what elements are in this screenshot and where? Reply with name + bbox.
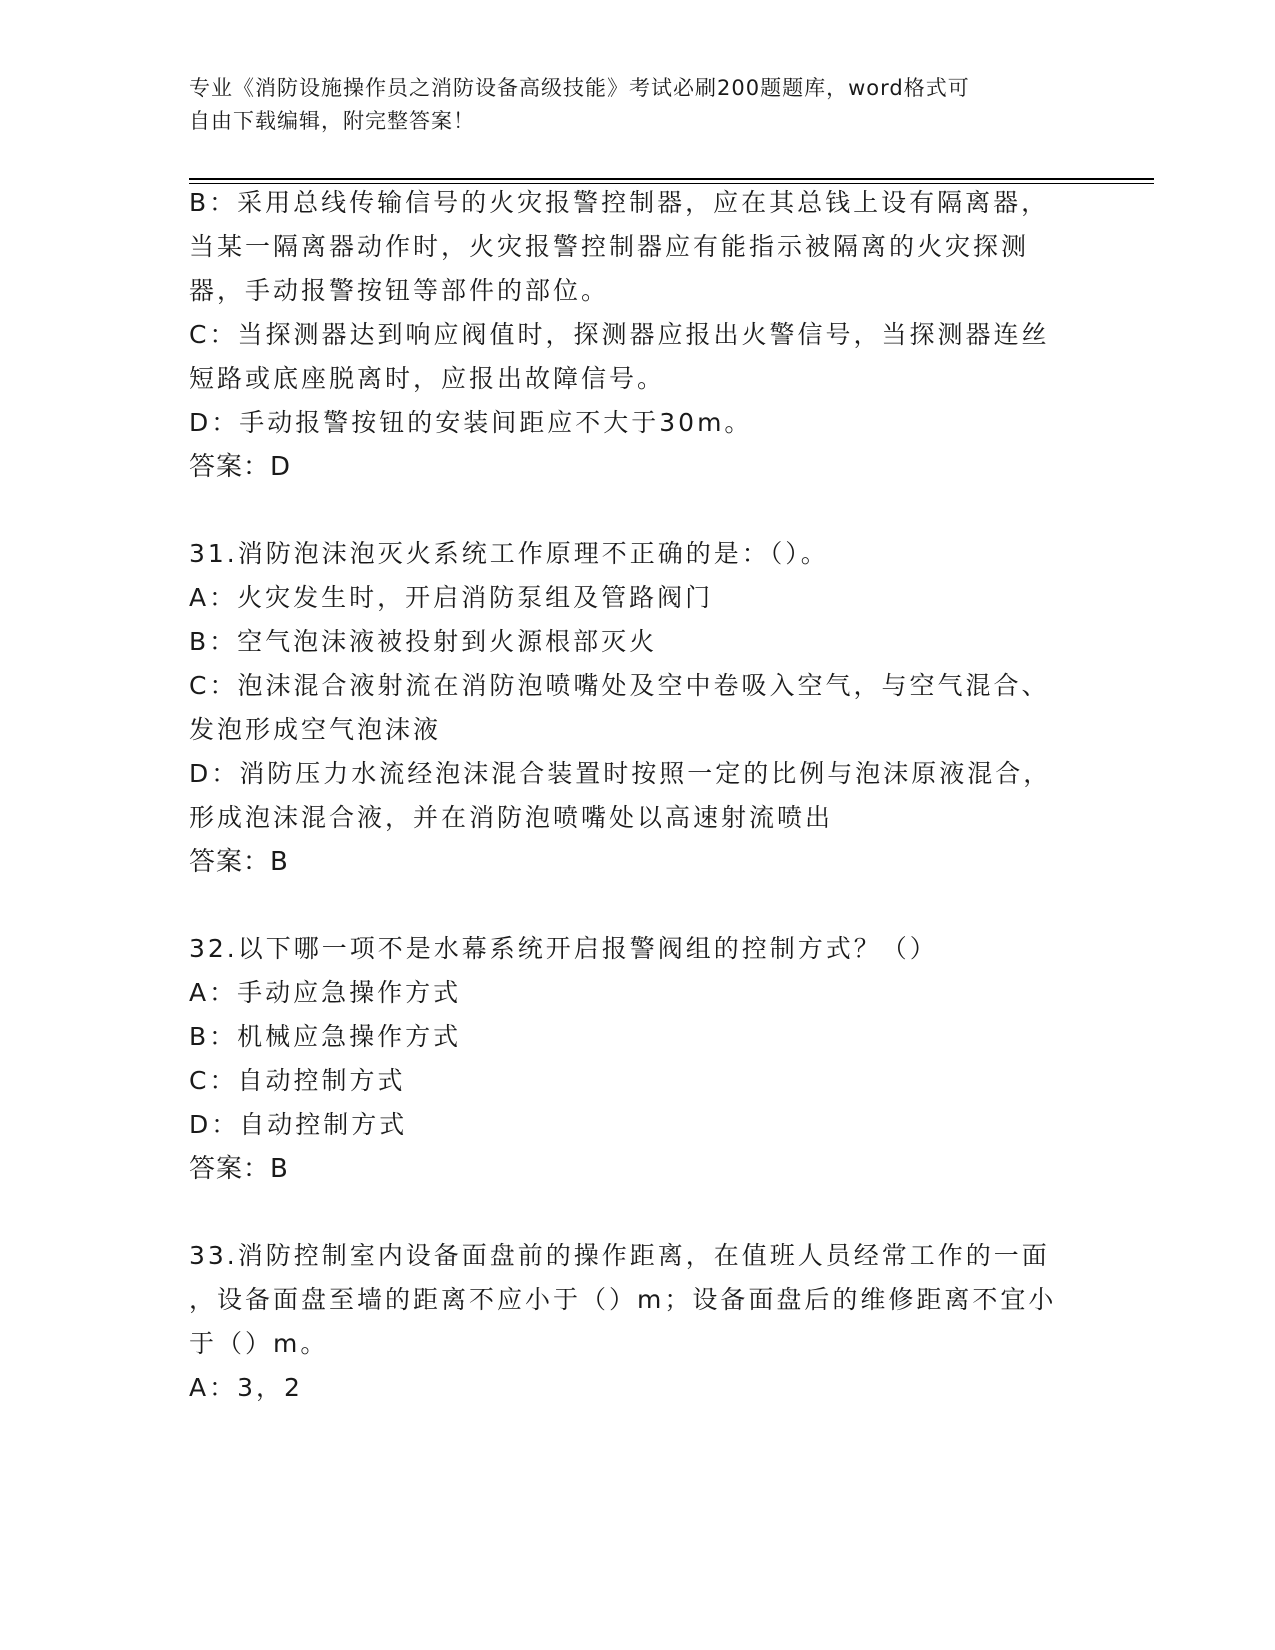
q30-option-b-line-2: 当某一隔离器动作时，火灾报警控制器应有能指示被隔离的火灾探测 xyxy=(189,232,1030,261)
q32-answer: 答案：B xyxy=(189,1154,289,1184)
q33-option-a: A：3，2 xyxy=(189,1373,303,1402)
q31-answer: 答案：B xyxy=(189,847,289,877)
header-divider-thick xyxy=(189,178,1154,180)
q31-option-c-line-1: C：泡沫混合液射流在消防泡喷嘴处及空中卷吸入空气，与空气混合、 xyxy=(189,671,1050,700)
q33-stem-line-1: 33.消防控制室内设备面盘前的操作距离，在值班人员经常工作的一面 xyxy=(189,1241,1050,1270)
q33-stem-line-2: ，设备面盘至墙的距离不应小于（）m；设备面盘后的维修距离不宜小 xyxy=(189,1285,1057,1314)
q30-option-d-line-1: D：手动报警按钮的安装间距应不大于30m。 xyxy=(189,408,753,437)
header-line-2: 自由下载编辑，附完整答案！ xyxy=(189,109,475,133)
q31-stem: 31.消防泡沫泡灭火系统工作原理不正确的是：（）。 xyxy=(189,539,829,568)
q32-option-a: A：手动应急操作方式 xyxy=(189,978,462,1007)
q30-option-b-line-3: 器，手动报警按钮等部件的部位。 xyxy=(189,276,610,305)
q31-option-b: B：空气泡沫液被投射到火源根部灭火 xyxy=(189,627,658,656)
header-divider-thin xyxy=(189,183,1154,184)
q31-option-d-line-2: 形成泡沫混合液，并在消防泡喷嘴处以高速射流喷出 xyxy=(189,803,834,832)
q30-option-c-line-2: 短路或底座脱离时，应报出故障信号。 xyxy=(189,364,666,393)
q31-option-d-line-1: D：消防压力水流经泡沫混合装置时按照一定的比例与泡沫原液混合， xyxy=(189,759,1052,788)
q31-option-c-line-2: 发泡形成空气泡沫液 xyxy=(189,715,442,744)
q31-option-a: A：火灾发生时，开启消防泵组及管路阀门 xyxy=(189,583,714,612)
q30-option-c-line-1: C：当探测器达到响应阀值时，探测器应报出火警信号，当探测器连丝 xyxy=(189,320,1050,349)
header-line-1: 专业《消防设施操作员之消防设备高级技能》考试必刷200题题库，word格式可 xyxy=(189,76,970,100)
q32-option-b: B：机械应急操作方式 xyxy=(189,1022,462,1051)
q32-stem: 32.以下哪一项不是水幕系统开启报警阀组的控制方式？（） xyxy=(189,934,938,963)
q30-answer: 答案：D xyxy=(189,452,292,482)
q32-option-d: D：自动控制方式 xyxy=(189,1110,408,1139)
q30-option-b-line-1: B：采用总线传输信号的火灾报警控制器，应在其总钱上设有隔离器， xyxy=(189,188,1050,217)
document-header xyxy=(189,72,1089,138)
q33-stem-line-3: 于（）m。 xyxy=(189,1329,329,1358)
q32-option-c: C：自动控制方式 xyxy=(189,1066,406,1095)
